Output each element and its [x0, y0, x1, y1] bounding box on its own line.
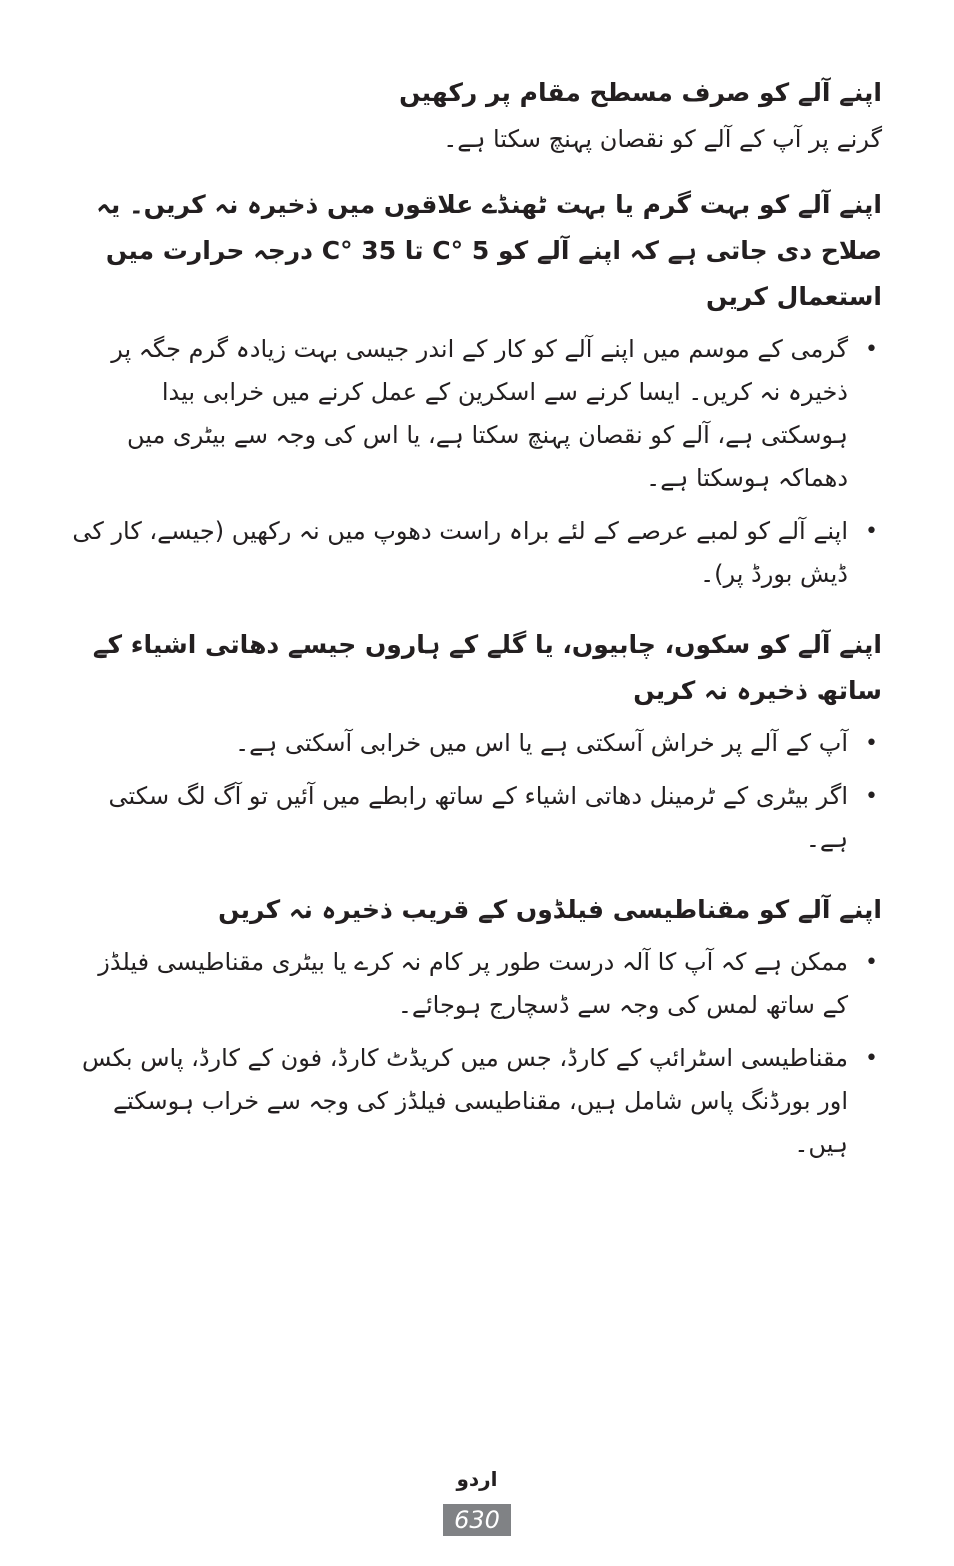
list-item: [72, 775, 882, 861]
list-item: [72, 510, 882, 596]
spacer: [72, 871, 882, 887]
section-heading-temperature: اپنے آلے کو بہت گرم یا بہت ٹھنڈے علاقوں میں ذخیرہ نہ کریں۔ یہ صلاح دی جاتی ہے کہ اپنے آلے کو 5 °C تا 35 °C درجہ حرارت میں استعمال کریں: [96, 190, 882, 311]
bullet-list-temperature: [72, 328, 882, 596]
list-item-text: مقناطیسی اسٹرائپ کے کارڈ، جس میں کریڈٹ کارڈ، فون کے کارڈ، پاس بکس اور بورڈنگ پاس شامل ہیں، مقناطیسی فیلڈز کی وجہ سے خراب ہوسکتے ہیں۔: [82, 1044, 848, 1158]
bullet-icon: •: [865, 1046, 878, 1071]
spacer: [72, 162, 882, 182]
footer-language-label: اردو: [456, 1467, 498, 1491]
list-item-text: اپنے آلے کو لمبے عرصے کے لئے براہ راست دھوپ میں نہ رکھیں (جیسے، کار کی ڈیش بورڈ پر)۔: [72, 517, 848, 588]
list-item-text: گرمی کے موسم میں اپنے آلے کو کار کے اندر جیسی بہت زیادہ گرم جگہ پر ذخیرہ نہ کریں۔ ایسا کرنے سے اسکرین کے عمل کرنے میں خرابی بیدا ہوسکتی ہے، آلے کو نقصان پہنچ سکتا ہے، یا اس کی وجہ سے بیٹری میں دھماکہ ہوسکتا ہے۔: [111, 335, 848, 492]
section-heading-magnetic-fields: اپنے آلے کو مقناطیسی فیلڈوں کے قریب ذخیرہ نہ کریں: [218, 895, 882, 924]
bullet-icon: •: [865, 337, 878, 362]
spacer: [72, 606, 882, 622]
bullet-list-magnetic-fields: [72, 941, 882, 1166]
list-item: [72, 1037, 882, 1166]
bullet-icon: •: [865, 950, 878, 975]
section-paragraph-flat-surface: گرنے پر آپ کے آلے کو نقصان پہنچ سکتا ہے۔: [443, 125, 882, 153]
list-item-text: اگر بیٹری کے ٹرمینل دھاتی اشیاء کے ساتھ رابطے میں آئیں تو آگ لگ سکتی ہے۔: [108, 782, 848, 853]
list-item-text: آپ کے آلے پر خراش آسکتی ہے یا اس میں خرابی آسکتی ہے۔: [235, 729, 848, 757]
list-item: [72, 941, 882, 1027]
bullet-list-metal-objects: [72, 722, 882, 861]
page-number-badge: 630: [443, 1504, 511, 1536]
bullet-icon: •: [865, 519, 878, 544]
bullet-icon: •: [865, 784, 878, 809]
list-item: [72, 328, 882, 500]
list-item: [72, 722, 882, 765]
bullet-icon: •: [865, 731, 878, 756]
list-item-text: ممکن ہے کہ آپ کا آلہ درست طور پر کام نہ کرے یا بیٹری مقناطیسی فیلڈز کے ساتھ لمس کی وجہ سے ڈسچارج ہوجائے۔: [98, 948, 848, 1019]
document-body: [72, 70, 882, 1176]
section-heading-metal-objects: اپنے آلے کو سکوں، چابیوں، یا گلے کے ہاروں جیسے دھاتی اشیاء کے ساتھ ذخیرہ نہ کریں: [92, 630, 882, 705]
section-heading-flat-surface: اپنے آلے کو صرف مسطح مقام پر رکھیں: [399, 78, 882, 107]
